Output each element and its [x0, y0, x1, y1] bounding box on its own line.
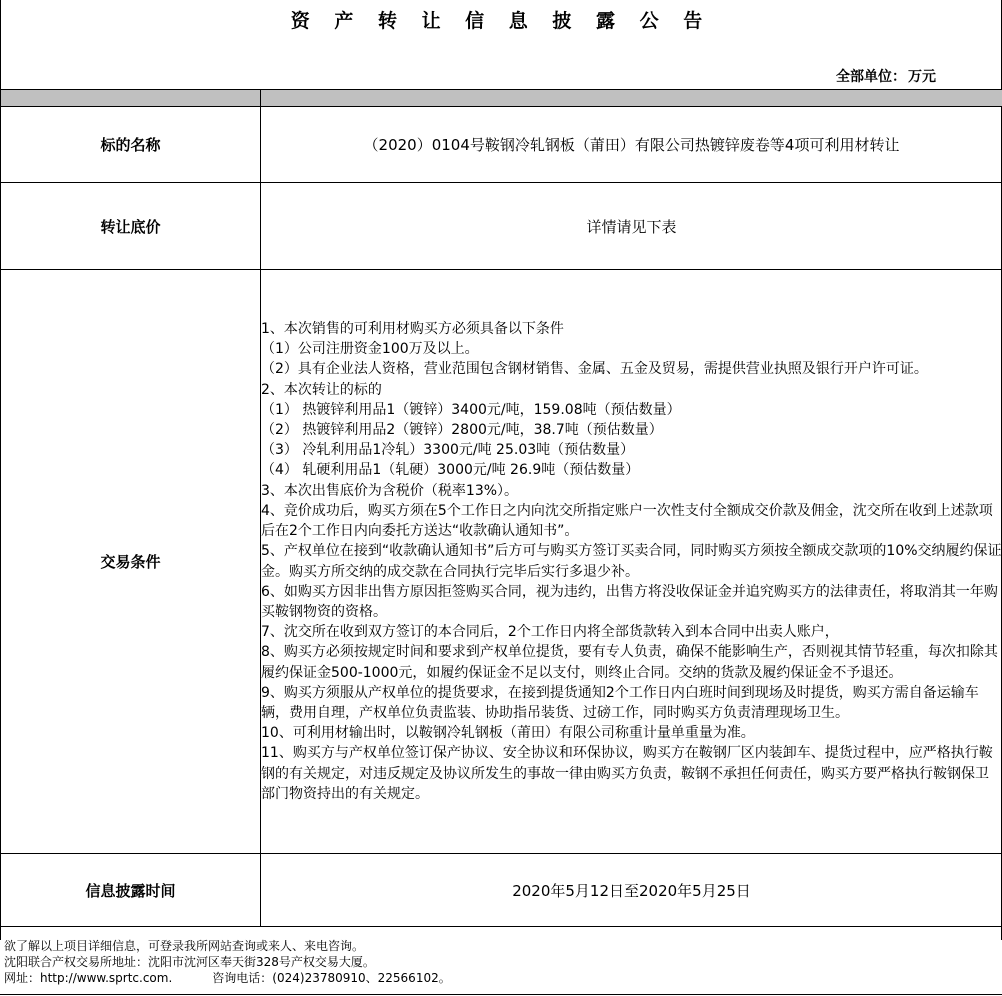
- period-label: 信息披露时间: [1, 854, 261, 927]
- subject-label: 标的名称: [1, 107, 261, 183]
- unit-label: 全部单位：: [836, 69, 906, 85]
- condition-item: 2、本次转让的标的: [261, 381, 382, 398]
- period-value: 2020年5月12日至2020年5月25日: [261, 854, 1002, 927]
- header-band-right: [261, 90, 1002, 107]
- condition-item: 7、沈交所在收到双方签订的本合同后，2个工作日内将全部货款转入到本合同中出卖人账户，: [261, 624, 839, 641]
- footer-line-web-phone: [4, 970, 451, 986]
- condition-item: 1、本次销售的可利用材购买方必须具备以下条件: [261, 321, 564, 338]
- row-trade-conditions: [1, 270, 1002, 854]
- info-table: [0, 89, 1002, 927]
- header-band-left: [1, 90, 261, 107]
- row-disclosure-period: [1, 854, 1002, 927]
- footer-phone: 咨询电话：(024)23780910、22566102。: [212, 971, 451, 985]
- price-label: 转让底价: [1, 183, 261, 270]
- subject-value: （2020）0104号鞍钢冷轧钢板（莆田）有限公司热镀锌废卷等4项可利用材转让: [261, 107, 1002, 183]
- bottom-border: [0, 994, 1002, 995]
- condition-item: 3、本次出售底价为含税价（税率13%）。: [261, 482, 519, 499]
- unit-note: [836, 66, 936, 86]
- footer-website: 网址：http://www.sprtc.com.: [4, 971, 173, 985]
- table-header-band: [1, 90, 1002, 107]
- condition-item: （4） 轧硬利用品1（轧硬）3000元/吨 26.9吨（预估数量）: [261, 462, 640, 479]
- condition-item: （1）公司注册资金100万及以上。: [261, 341, 479, 358]
- conditions-text: [261, 270, 1002, 854]
- condition-item: 11、购买方与产权单位签订保产协议、安全协议和环保协议，购买方在鞍钢厂区内装卸车、提货过程中，应严格执行鞍钢的有关规定，对违反规定及协议所发生的事故一律由购买方负责，鞍钢不承担任何责任，购买方要严格执行鞍钢保卫部门物资持出的有关规定。: [261, 745, 993, 802]
- condition-item: 9、购买方须服从产权单位的提货要求，在接到提货通知2个工作日内白班时间到现场及时提货，购买方需自备运输车辆，费用自理，产权单位负责监装、协助指吊装货、过磅工作，同时购买方负责清理现场卫生。: [261, 684, 979, 721]
- conditions-label: 交易条件: [1, 270, 261, 854]
- row-reserve-price: [1, 183, 1002, 270]
- condition-item: （2） 热镀锌利用品2（镀锌）2800元/吨，38.7吨（预估数量）: [261, 422, 663, 439]
- condition-item: 5、产权单位在接到“收款确认通知书”后方可与购买方签订买卖合同，同时购买方须按全额成交款项的10%交纳履约保证金。购买方所交纳的成交款在合同执行完毕后实行多退少补。: [261, 543, 1002, 580]
- condition-item: （3） 冷轧利用品1冷轧）3300元/吨 25.03吨（预估数量）: [261, 442, 635, 459]
- footer-line-inquiry: 欲了解以上项目详细信息，可登录我所网站查询或来人、来电咨询。: [4, 939, 365, 953]
- row-subject-name: [1, 107, 1002, 183]
- condition-item: 6、如购买方因非出售方原因拒签购买合同，视为违约，出售方将没收保证金并追究购买方的法律责任，将取消其一年购买鞍钢物资的资格。: [261, 583, 998, 620]
- document-title: 资 产 转 让 信 息 披 露 公 告: [290, 10, 712, 32]
- unit-value: 万元: [908, 69, 936, 85]
- condition-item: 10、可利用材输出时，以鞍钢冷轧钢板（莆田）有限公司称重计量单重量为准。: [261, 725, 755, 742]
- condition-item: 4、竞价成功后，购买方须在5个工作日之内向沈交所指定账户一次性支付全额成交价款及佣金，沈交所在收到上述款项后在2个工作日内向委托方送达“收款确认通知书”。: [261, 502, 993, 540]
- footer-line-address: 沈阳联合产权交易所地址：沈阳市沈河区奉天街328号产权交易大厦。: [4, 955, 375, 969]
- price-value: 详情请见下表: [261, 183, 1002, 270]
- condition-item: 8、购买方必须按规定时间和要求到产权单位提货，要有专人负责，确保不能影响生产，否则视其情节轻重，每次扣除其履约保证金500-1000元，如履约保证金不足以支付，则终止合同。交纳的货款及履约保证金不予退还。: [261, 644, 998, 681]
- footer-contact: [4, 938, 451, 986]
- condition-item: （2）具有企业法人资格，营业范围包含钢材销售、金属、五金及贸易，需提供营业执照及银行开户许可证。: [261, 361, 928, 378]
- condition-item: （1） 热镀锌利用品1（镀锌）3400元/吨，159.08吨（预估数量）: [261, 401, 681, 418]
